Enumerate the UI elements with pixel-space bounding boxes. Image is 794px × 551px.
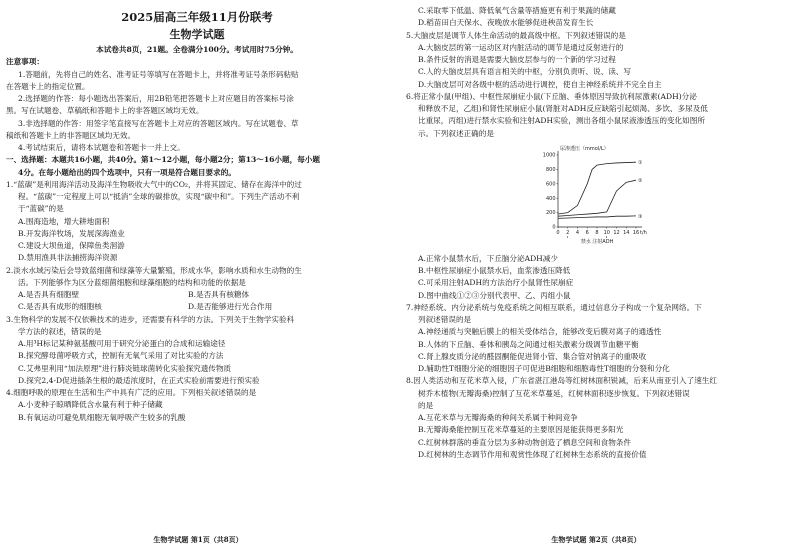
option-c: C.红树林群落的垂直分层为多种动物创造了栖息空间和食物条件: [418, 437, 631, 447]
question-stem: 2.淡水水域污染后会导致蓝细菌和绿藻等大量繁殖，形成水华，影响水质和水生动物的生: [6, 265, 302, 275]
section-heading-cont: 4分。在每小题给出的四个选项中，只有一项是符合题目要求的。: [18, 167, 236, 177]
options-row: [6, 301, 388, 313]
x-axis-unit: t/h: [640, 229, 647, 236]
option-c: C.艾弗里利用“加法原理”进行肺炎链球菌转化实验探究遗传物质: [18, 363, 232, 373]
option-d: D.辅助性T细胞分泌的细胞因子可促进B细胞和细胞毒性T细胞的分裂和分化: [418, 364, 670, 373]
option-c: C.可采用注射ADH的方法治疗小鼠肾性尿崩症: [418, 278, 574, 288]
question-stem: 3.生物科学的发展不仅依赖技术的进步，还需要有科学的方法。下列关于生物学实验科: [6, 314, 295, 324]
y-tick-label: 600: [545, 181, 556, 188]
option-b: B.无瓣海桑能控制互花米草蔓延的主要原因是能获得更多阳光: [418, 425, 624, 435]
option-a: A.是否具有细胞壁: [18, 290, 80, 299]
option-b: B.探究酵母菌呼吸方式，控制有无氧气采用了对比实验的方法: [18, 351, 224, 361]
notice-line: 1.答题前，先将自己的姓名、准考证号等填写在答题卡上，并将准考证号条形码粘贴: [18, 69, 299, 79]
y-tick-label: 400: [545, 195, 556, 202]
question-stem: 5.大脑皮层是调节人体生命活动的最高级中枢。下列叙述错误的是: [406, 30, 626, 40]
question-stem: 于“蓝碳”的是: [18, 204, 64, 214]
option-a: A.大脑皮层的第一运动区对内脏活动的调节是通过反射进行的: [418, 42, 624, 52]
option-b: B.条件反射的消退是需要大脑皮层参与的一个新的学习过程: [418, 55, 616, 64]
notice-line: 在答题卡上的指定位置。: [6, 81, 90, 91]
x-tick-label: 14: [623, 229, 630, 236]
page-1: [4, 4, 392, 547]
question-6: [406, 91, 788, 302]
question-stem: 7.神经系统、内分泌系统与免疫系统之间相互联系，通过信息分子构成一个复杂网络。下: [406, 302, 702, 312]
page-footer: 生物学试题 第1页（共8页）: [153, 535, 243, 544]
option-c: C.肾上腺皮质分泌的醛固酮能促进肾小管、集合管对钠离子的重吸收: [418, 351, 647, 361]
question-stem: 列叙述错误的是: [418, 315, 472, 324]
option-d: D.图中曲线①②③分别代表甲、乙、丙组小鼠: [418, 290, 571, 300]
option-b: B.是否具有核糖体: [188, 290, 250, 299]
notice-line: 4.考试结束后，请将本试题卷和答题卡一并上交。: [18, 143, 185, 152]
option-b: B.人体的下丘脑、垂体和胰岛之间通过相关激素分级调节血糖平衡: [418, 339, 639, 349]
option-c: C.采取零下低温、降低氧气含量等措施更有利于果蔬的储藏: [418, 6, 616, 15]
question-5: [406, 30, 788, 91]
question-stem: 和释放不足，乙组)和肾性尿崩症小鼠(肾脏对ADH反应缺陷引起烦渴、多饮、多尿及低: [418, 104, 708, 113]
x-axis-label: 禁水 注射ADH: [580, 238, 614, 245]
question-stem: 6.将正常小鼠(甲组)、中枢性尿崩症小鼠(下丘脑、垂体原因导致抗利尿激素(ADH)分泌: [406, 91, 697, 101]
question-stem: 8.因人类活动和互花米草入侵，广东省湛江港岛等红树林面积锐减，后来从南亚引入了速生红: [406, 376, 717, 386]
x-tick-label: 6: [585, 229, 589, 236]
notice-line: 3.非选择题的作答：用签字笔直接写在答题卡上对应的答题区域内。写在试题卷、草: [18, 118, 299, 128]
notice-heading: 注意事项：: [6, 57, 44, 67]
option-a: A.互花米草与无瓣海桑的种间关系属于种间竞争: [418, 413, 578, 422]
question-1: [6, 179, 388, 265]
notice-line: 黑。写在试题卷、草稿纸和答题卡上的非答题区域均无效。: [6, 106, 204, 116]
y-tick-label: 800: [545, 166, 556, 173]
question-3: [6, 314, 388, 388]
exam-subtitle: 生物学试题: [169, 28, 225, 41]
option-b: B.开发海洋牧场，发展深海渔业: [18, 228, 125, 238]
question-stem: 的是: [418, 400, 434, 410]
option-a: A.正常小鼠禁水后，下丘脑分泌ADH减少: [418, 253, 558, 263]
option-b: B.中枢性尿崩症小鼠禁水后，血浆渗透压降低: [418, 266, 571, 275]
y-axis-label: 尿渗透压（mmol/L）: [560, 145, 609, 152]
x-tick-label: 10: [603, 229, 610, 236]
option-a: A.围海造地，增大耕地面积: [18, 216, 110, 226]
exam-title: 2025届高三年级11月份联考: [121, 10, 273, 24]
x-tick-label: 8: [595, 229, 599, 236]
option-b: B.有氧运动可避免肌细胞无氧呼吸产生较多的乳酸: [18, 412, 186, 422]
y-tick-label: 1000: [542, 152, 556, 159]
x-tick-label: 4: [575, 229, 580, 236]
question-8: [406, 375, 788, 461]
x-tick-label: 0: [556, 229, 560, 236]
option-c: C.人的大脑皮层具有语言相关的中枢，分别负责听、说、读、写: [418, 67, 631, 77]
x-tick-label: 12: [613, 229, 620, 236]
question-stem: 示。下列叙述正确的是: [418, 128, 494, 138]
x-tick-label: 2: [566, 229, 570, 236]
question-stem: 比重尿，丙组)进行禁水实验和注射ADH实验，测出各组小鼠尿液渗透压的变化如图所: [418, 116, 705, 126]
option-c: C.是否具有成形的细胞核: [18, 302, 102, 312]
y-tick-label: 200: [545, 209, 556, 216]
question-stem: 学方法的叙述，错误的是: [18, 326, 102, 336]
question-7: [406, 302, 788, 376]
question-2: [6, 265, 388, 314]
question-stem: 树乔木植物(无瓣海桑)控制了互花米草蔓延，红树林面积逐步恢复。下列叙述错误: [418, 388, 690, 398]
option-a: A.用³H标记某种氨基酸可用于研究分泌蛋白的合成和运输途径: [18, 339, 226, 348]
x-tick-label: 16: [632, 229, 640, 236]
series-label-1: ①: [638, 159, 643, 166]
series-line-3: [558, 216, 636, 219]
option-c: C.建设大坝鱼道，保障鱼类洄游: [18, 241, 125, 250]
option-a: A.小麦种子晾晒降低含水量有利于种子储藏: [18, 400, 163, 410]
page-2: [402, 4, 790, 547]
option-d: D.禁用渔具非法捕捞海洋资源: [18, 253, 118, 263]
series-label-2: ②: [638, 177, 643, 184]
option-d: D.红树林的生态调节作用和观赏性体现了红树林生态系统的直接价值: [418, 449, 647, 459]
options-row: [6, 289, 388, 301]
question-stem: 程。“蓝碳”一定程度上可以“抵消”全球的碳排放，实现“碳中和”。下列生产活动不利: [18, 192, 300, 201]
option-d: D.大脑皮层可对各级中枢的活动进行调控，使自主神经系统并不完全自主: [418, 79, 662, 89]
page-footer: 生物学试题 第2页（共8页）: [551, 535, 641, 544]
option-d: D.是否能够进行光合作用: [188, 302, 273, 312]
y-tick-label: 0: [552, 224, 556, 231]
question-stem: 4.细胞呼吸的原理在生活和生产中具有广泛的应用。下列相关叙述错误的是: [6, 388, 257, 397]
question-4: [6, 387, 388, 424]
notice-line: 2.选择题的作答：每小题选出答案后，用2B铅笔把答题卡上对应题目的答案标号涂: [18, 94, 294, 103]
option-d: D.探究2,4-D促进插条生根的最适浓度时，在正式实验前需要进行预实验: [18, 375, 260, 385]
series-line-1: [558, 162, 636, 214]
option-a: A.神经递质与突触后膜上的相关受体结合，能够改变后膜对离子的通透性: [418, 327, 662, 337]
question-stem: 活。下列能够作为区分蓝细菌细胞和绿藻细胞的结构和功能的依据是: [18, 277, 246, 287]
chart-svg: [536, 143, 656, 251]
series-label-3: ③: [638, 213, 643, 220]
option-d: D.稻苗田白天保水、夜晚放水能够促进秧苗发育生长: [418, 18, 594, 28]
urine-osmolality-chart: [536, 143, 656, 251]
notice-line: 稿纸和答题卡上的非答题区域均无效。: [6, 130, 136, 140]
question-stem: 1.“蓝碳”是利用海洋活动及海洋生物吸收大气中的CO₂，并将其固定、储存在海洋中的过: [6, 179, 302, 189]
exam-meta: 本试卷共8页，21题。全卷满分100分。考试用时75分钟。: [96, 45, 298, 54]
section-heading: 一、选择题：本题共16小题，共40分。第1～12小题，每小题2分；第13～16小题，每小题: [6, 155, 320, 165]
